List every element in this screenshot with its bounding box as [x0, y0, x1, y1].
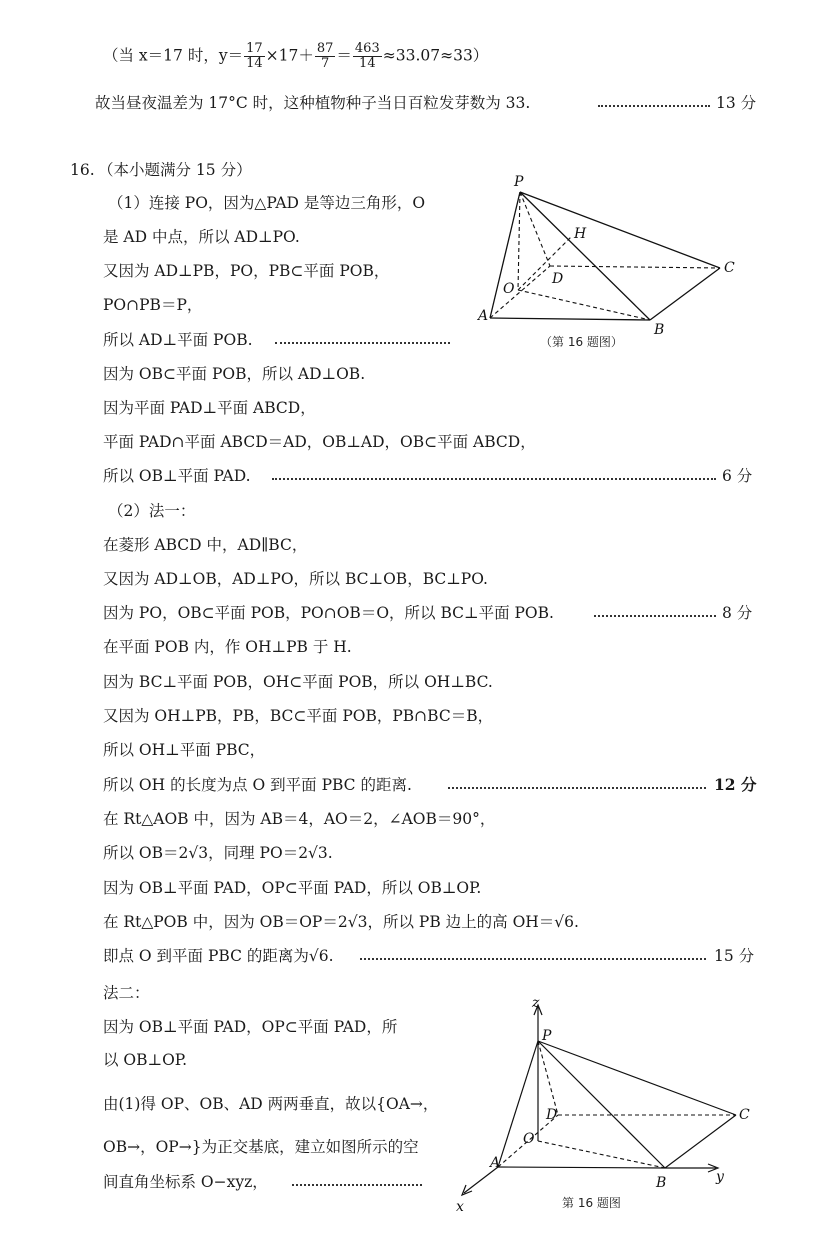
solution-line: 所以 OH 的长度为点 O 到平面 PBC 的距离.: [103, 776, 412, 794]
edge-PD: [520, 192, 550, 266]
score-13: 13 分: [716, 94, 757, 112]
score-15: 15 分: [714, 947, 755, 965]
edge-AB: [498, 1167, 665, 1168]
score-leader-dots: [292, 1182, 422, 1186]
solution-line: （1）连接 PO，因为△PAD 是等边三角形，O: [108, 194, 426, 212]
label-O: O: [523, 1131, 535, 1147]
solution-line: 是 AD 中点，所以 AD⊥PO.: [103, 228, 300, 246]
label-H: H: [574, 226, 587, 242]
segment-OB: [538, 1141, 665, 1168]
label-C: C: [739, 1107, 750, 1123]
score-8: 8 分: [722, 604, 753, 622]
solution-line: （2）法一：: [108, 502, 196, 520]
segment-OB: [518, 290, 650, 320]
solution-line: 即点 O 到平面 PBC 的距离为√6.: [103, 947, 334, 965]
label-D: D: [546, 1107, 558, 1123]
solution-line: 又因为 AD⊥PB，PO，PB⊂平面 POB，: [103, 262, 390, 280]
fraction-87-7: $\frac{87}{7}$: [316, 41, 334, 71]
solution-line: 平面 PAD∩平面 ABCD＝AD，OB⊥AD，OB⊂平面 ABCD，: [103, 433, 536, 451]
label-B: B: [656, 1175, 667, 1191]
edge-AD: [490, 266, 550, 318]
fraction-463-14: $\frac{463}{14}$: [354, 41, 380, 71]
score-leader-dots: [598, 103, 710, 107]
question-number: 16.: [70, 161, 95, 179]
conclusion-text: 故当昼夜温差为 17°C 时，这种植物种子当日百粒发芽数为 33.: [95, 94, 531, 112]
label-z: z: [532, 995, 540, 1011]
figure-caption: 第 16 题图: [562, 1196, 621, 1210]
solution-line: 因为 PO，OB⊂平面 POB，PO∩OB＝O，所以 BC⊥平面 POB.: [103, 604, 554, 622]
solution-line: 因为平面 PAD⊥平面 ABCD，: [103, 399, 316, 417]
solution-line: 以 OB⊥OP.: [103, 1051, 188, 1069]
score-leader-dots: [448, 785, 706, 789]
label-C: C: [724, 260, 735, 276]
solution-line: 因为 BC⊥平面 POB，OH⊂平面 POB，所以 OH⊥BC.: [103, 673, 493, 691]
score-leader-dots: [272, 476, 716, 480]
solution-line: 又因为 OH⊥PB，PB，BC⊂平面 POB，PB∩BC＝B，: [103, 707, 494, 725]
solution-line: 在菱形 ABCD 中，AD∥BC，: [103, 536, 308, 554]
edge-PA: [490, 192, 520, 318]
formula-mid1: ×17＋: [265, 46, 314, 65]
edge-PB: [538, 1041, 665, 1168]
segment-PO: [518, 192, 520, 290]
score-leader-dots: [360, 956, 706, 960]
label-A: A: [478, 308, 489, 324]
label-B: B: [654, 322, 665, 338]
solution-line: 在 Rt△POB 中，因为 OB＝OP＝2√3，所以 PB 边上的高 OH＝√6.: [103, 913, 579, 931]
score-6: 6 分: [722, 467, 753, 485]
solution-line: 所以 OB⊥平面 PAD.: [103, 467, 251, 485]
edge-PD: [538, 1041, 558, 1115]
pyramid-figure-2: [450, 995, 780, 1220]
segment-OH: [518, 236, 572, 290]
label-A: A: [490, 1155, 501, 1171]
figure-caption: （第 16 题图）: [540, 335, 623, 349]
edge-BC: [650, 268, 720, 320]
solution-line: 所以 AD⊥平面 POB.: [103, 331, 253, 349]
solution-line: 在 Rt△AOB 中，因为 AB＝4，AO＝2，∠AOB＝90°，: [103, 810, 496, 828]
pyramid-figure-1: [470, 170, 770, 355]
edge-BC: [665, 1115, 736, 1168]
solution-line: 因为 OB⊂平面 POB，所以 AD⊥OB.: [103, 365, 366, 383]
edge-PB: [520, 192, 650, 320]
solution-line: 所以 OB＝2√3，同理 PO＝2√3.: [103, 844, 333, 862]
formula-mid2: ＝: [336, 46, 352, 65]
label-P: P: [514, 174, 524, 190]
solution-line: 间直角坐标系 O−xyz，: [103, 1173, 268, 1191]
solution-line: PO∩PB＝P，: [103, 296, 203, 314]
solution-line: OB→，OP→}为正交基底，建立如图所示的空: [103, 1138, 419, 1156]
edge-PA: [498, 1041, 538, 1167]
fraction-17-14: $\frac{17}{14}$: [246, 41, 263, 71]
solution-line: 在平面 POB 内，作 OH⊥PB 于 H.: [103, 638, 352, 656]
solution-line: 由(1)得 OP、OB、AD 两两垂直，故以{OA→，: [103, 1095, 439, 1113]
label-x: x: [456, 1199, 464, 1215]
formula-prefix: （当 x＝17 时，y＝: [103, 46, 244, 65]
question-header: （本小题满分 15 分）: [98, 161, 252, 179]
score-12: 12 分: [714, 775, 757, 794]
formula-suffix: ≈33.07≈33）: [382, 46, 489, 65]
solution-line: 法二：: [103, 984, 150, 1002]
solution-line: 因为 OB⊥平面 PAD，OP⊂平面 PAD，所以 OB⊥OP.: [103, 879, 482, 897]
score-leader-dots: [594, 613, 716, 617]
edge-DC: [550, 266, 720, 268]
solution-line: 所以 OH⊥平面 PBC，: [103, 741, 266, 759]
label-P: P: [542, 1028, 552, 1044]
label-y: y: [716, 1169, 724, 1185]
formula-line: [103, 42, 488, 71]
solution-line: 因为 OB⊥平面 PAD，OP⊂平面 PAD，所: [103, 1018, 398, 1036]
edge-PC: [538, 1041, 736, 1115]
edge-AB: [490, 318, 650, 320]
label-D: D: [552, 271, 564, 287]
label-O: O: [503, 281, 515, 297]
solution-line: 又因为 AD⊥OB，AD⊥PO，所以 BC⊥OB，BC⊥PO.: [103, 570, 488, 588]
edge-PC: [520, 192, 720, 268]
score-leader-dots: [275, 340, 450, 344]
